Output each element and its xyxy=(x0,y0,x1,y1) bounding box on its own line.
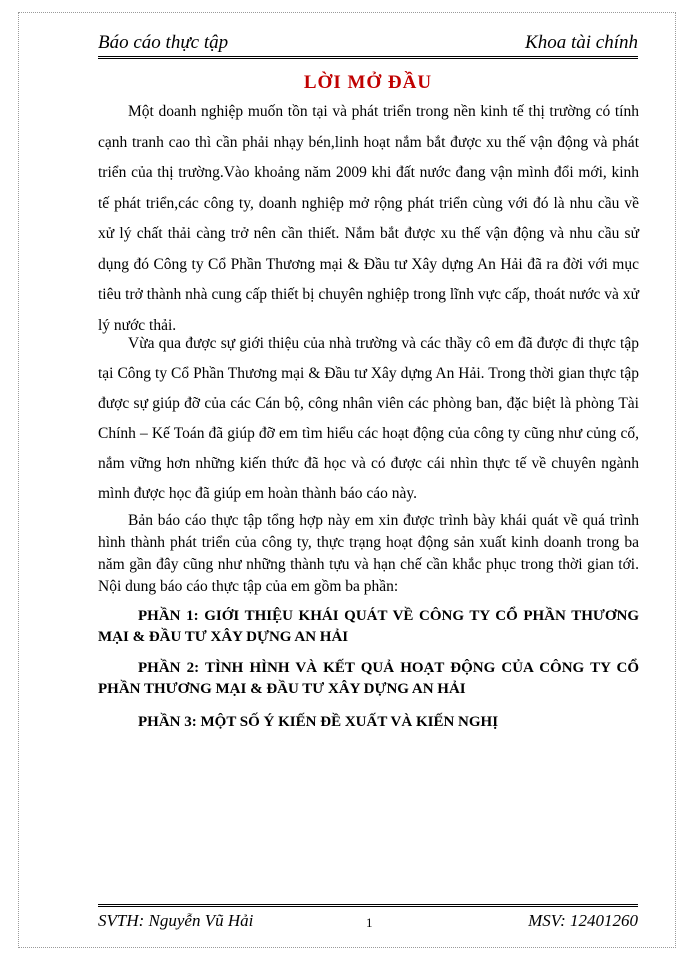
section-heading-3: PHẦN 3: MỘT SỐ Ý KIẾN ĐỀ XUẤT VÀ KIẾN NGHỊ xyxy=(138,714,499,730)
page-header xyxy=(98,32,638,59)
section-heading-1: PHẦN 1: GIỚI THIỆU KHÁI QUÁT VỀ CÔNG TY CỔ PHẦN THƯƠNG MẠI & ĐẦU TƯ XÂY DỰNG AN HẢI xyxy=(98,608,639,645)
header-faculty: Khoa tài chính xyxy=(525,32,638,53)
footer-student-id: MSV: 12401260 xyxy=(528,911,638,930)
page-footer xyxy=(98,904,638,935)
intro-paragraph-2: Vừa qua được sự giới thiệu của nhà trường và các thầy cô em đã được đi thực tập tại Công ty Cổ Phần Thương mại & Đầu tư Xây dựng An Hải. Trong thời gian thực tập được sự giúp đỡ của các Cán bộ, công nhân viên các phòng ban, đặc biệt là phòng Tài Chính – Kế Toán đã giúp đỡ em tìm hiểu các hoạt động của công ty cũng như củng cố, nắm vững hơn những kiến thức đã học và có được cái nhìn thực tế về chuyên ngành mình được học đã giúp em hoàn thành báo cáo này. xyxy=(98,335,639,502)
footer-page-number: 1 xyxy=(366,915,373,930)
section-heading-2: PHẦN 2: TÌNH HÌNH VÀ KẾT QUẢ HOẠT ĐỘNG CỦA CÔNG TY CỔ PHẦN THƯƠNG MẠI & ĐẦU TƯ XÂY DỰNG AN HẢI xyxy=(98,660,639,697)
intro-paragraph-1: Một doanh nghiệp muốn tồn tại và phát triển trong nền kinh tế thị trường có tính cạnh tranh cao thì cần phải nhạy bén,linh hoạt nắm bắt được xu thế vận động và phát triển của thị trường.Vào khoảng năm 2009 khi đất nước đang vận mình đổi mới, kinh tế phát triển,các công ty, doanh nghiệp mở rộng phát triển cùng với đó là nhu cầu về xử lý chất thải càng trở nên cần thiết. Nắm bắt được xu thế vận động và nhu cầu sử dụng đó Công ty Cổ Phần Thương mại & Đầu tư Xây dựng An Hải đã ra đời với mục tiêu trở thành nhà cung cấp thiết bị chuyên nghiệp trong lĩnh vực cấp, thoát nước và xử lý nước thải. xyxy=(98,103,639,334)
header-report-title: Báo cáo thực tập xyxy=(98,32,229,53)
intro-paragraph-3: Bản báo cáo thực tập tổng hợp này em xin được trình bày khái quát về quá trình hình thành phát triển của công ty, thực trạng hoạt động sản xuất kinh doanh trong ba năm gần đây cũng như những thành tựu và hạn chế cần khắc phục trong thời gian tới. Nội dung báo cáo thực tập của em gồm ba phần: xyxy=(98,512,639,595)
footer-student-name: SVTH: Nguyễn Vũ Hải xyxy=(98,911,254,930)
document-title: LỜI MỞ ĐẦU xyxy=(303,72,433,93)
